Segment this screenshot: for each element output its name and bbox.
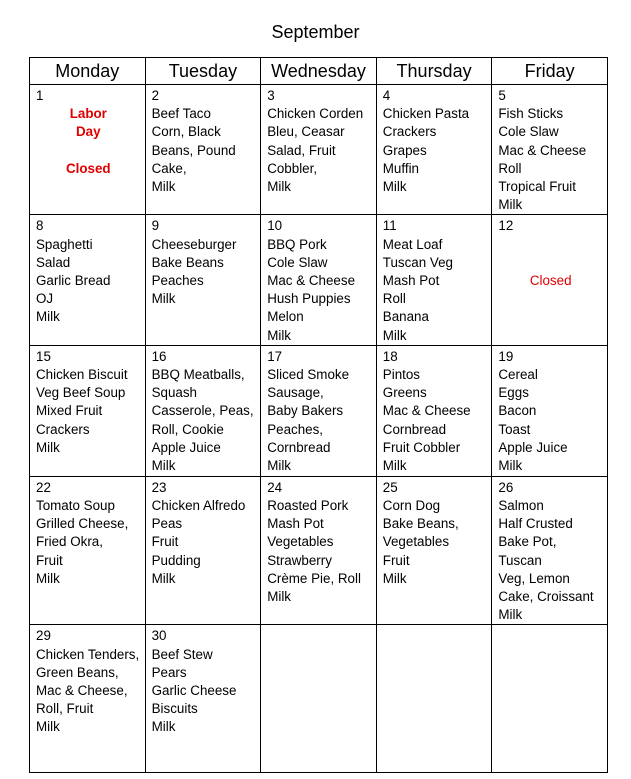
day-cell-thursday — [376, 476, 492, 625]
page-title: September — [271, 22, 360, 42]
menu-item: Grapes — [382, 142, 427, 158]
menu-item: Chicken Alfredo — [151, 498, 246, 514]
menu-item: Muffin — [382, 160, 420, 176]
header-tuesday: Tuesday — [145, 58, 261, 85]
day-cell-thursday — [376, 215, 492, 345]
menu-item: Milk — [151, 570, 176, 586]
menu-item: Peaches — [151, 273, 204, 289]
menu-item: Bleu, Ceasar — [267, 124, 345, 140]
day-number: 30 — [151, 628, 167, 644]
day-cell-tuesday — [145, 625, 261, 773]
menu-item: Tropical Fruit — [498, 179, 577, 195]
menu-item: Strawberry — [267, 552, 332, 568]
menu-item: Roll, Cookie — [151, 421, 224, 437]
closed-label: Closed — [65, 160, 111, 176]
menu-item: Milk — [267, 458, 291, 474]
menu-item: Milk — [151, 719, 176, 735]
menu-item: Corn Dog — [382, 498, 441, 514]
header-monday: Monday — [30, 58, 146, 85]
menu-item: Baby Bakers — [267, 403, 344, 419]
day-cell-friday — [492, 476, 608, 625]
menu-item: Bake Beans — [151, 254, 224, 270]
day-number: 15 — [36, 348, 51, 364]
menu-item: Milk — [382, 179, 407, 195]
day-cell-thursday — [376, 85, 492, 215]
day-number: 23 — [151, 479, 167, 495]
menu-item: Half Crusted — [498, 516, 573, 532]
menu-item: Roll — [498, 160, 522, 176]
menu-item: Mixed Fruit — [36, 403, 103, 419]
menu-item: Salmon — [498, 498, 544, 514]
menu-item: Crackers — [382, 124, 437, 140]
day-cell-wednesday — [261, 215, 377, 345]
day-number: 17 — [267, 348, 283, 364]
menu-item: Milk — [382, 458, 407, 474]
menu-item: Corn, Black — [151, 124, 221, 140]
day-cell-tuesday — [145, 476, 261, 625]
menu-item: Roll, Fruit — [36, 701, 94, 717]
day-cell-tuesday — [145, 215, 261, 345]
day-number: 8 — [36, 218, 44, 234]
day-cell-friday — [492, 345, 608, 476]
menu-item: Cobbler, — [267, 160, 318, 176]
menu-item: Beef Stew — [151, 646, 213, 662]
header-wednesday: Wednesday — [261, 58, 377, 85]
menu-item: Milk — [382, 570, 407, 586]
menu-item: Cereal — [498, 367, 538, 383]
menu-item: Cheeseburger — [151, 236, 237, 252]
menu-item: Chicken Biscuit — [36, 367, 128, 383]
menu-item: Milk — [267, 327, 291, 343]
menu-item: OJ — [36, 291, 54, 307]
day-number: 16 — [151, 348, 167, 364]
menu-item: Milk — [498, 197, 523, 213]
menu-item: Mac & Cheese — [498, 142, 587, 158]
menu-item: Squash — [151, 385, 198, 401]
menu-item: Cornbread — [267, 439, 331, 455]
menu-item: Milk — [382, 327, 407, 343]
menu-item: Vegetables — [267, 534, 334, 550]
menu-item: Eggs — [498, 385, 529, 401]
menu-item: Cornbread — [382, 421, 447, 437]
menu-item: Fried Okra, — [36, 534, 103, 550]
menu-item: Veg Beef Soup — [36, 385, 126, 401]
menu-item: Tomato Soup — [36, 498, 115, 514]
menu-item: Fruit — [36, 552, 63, 568]
day-number: 22 — [36, 479, 51, 495]
week-row — [30, 345, 608, 476]
menu-item: Hush Puppies — [267, 291, 351, 307]
day-cell-friday — [492, 85, 608, 215]
day-cell-thursday — [376, 345, 492, 476]
menu-item: Milk — [36, 439, 60, 455]
day-number: 2 — [151, 88, 160, 103]
menu-item: Sliced Smoke — [267, 367, 350, 383]
week-row — [30, 625, 608, 773]
empty-day-cell — [492, 625, 608, 773]
menu-item: Banana — [382, 309, 429, 325]
menu-item: Green Beans, — [36, 664, 119, 680]
menu-item: Crackers — [36, 421, 90, 437]
day-number: 9 — [151, 218, 160, 234]
day-cell-monday — [30, 625, 146, 773]
menu-item: Crème Pie, Roll — [267, 570, 361, 586]
menu-item: Sausage, — [267, 385, 324, 401]
menu-calendar — [29, 57, 608, 773]
menu-item: Milk — [267, 179, 291, 195]
menu-item: Milk — [498, 607, 523, 623]
empty-day-cell — [376, 625, 492, 773]
menu-item: Fruit — [382, 552, 410, 568]
header-thursday: Thursday — [376, 58, 492, 85]
menu-item: Fruit — [151, 534, 179, 550]
menu-item: Pintos — [382, 367, 420, 383]
menu-item: Milk — [151, 458, 176, 474]
holiday-label: Day — [76, 124, 101, 140]
menu-item: Milk — [267, 589, 291, 605]
menu-item: Garlic Cheese — [151, 683, 237, 699]
menu-item: Cake, Croissant — [498, 589, 594, 605]
day-cell-wednesday — [261, 476, 377, 625]
menu-item: Fish Sticks — [498, 106, 564, 122]
menu-item: Greens — [382, 385, 427, 401]
menu-item: Beans, Pound — [151, 142, 236, 158]
menu-item: Peas — [151, 516, 183, 532]
day-number: 10 — [267, 218, 283, 234]
day-number: 4 — [382, 88, 391, 103]
holiday-label: Labor — [69, 106, 107, 122]
menu-item: Garlic Bread — [36, 273, 111, 289]
menu-item: Mac & Cheese — [267, 273, 356, 289]
menu-item: Meat Loaf — [382, 236, 443, 252]
menu-item: Toast — [498, 421, 531, 437]
menu-item: Mac & Cheese — [382, 403, 471, 419]
day-number: 19 — [498, 348, 514, 364]
menu-item: Chicken Pasta — [382, 106, 470, 122]
menu-item: Apple Juice — [498, 439, 568, 455]
menu-item: Cole Slaw — [267, 254, 328, 270]
day-cell-monday — [30, 476, 146, 625]
menu-item: Biscuits — [151, 701, 198, 717]
menu-item: Fruit Cobbler — [382, 439, 461, 455]
closed-label: Closed — [529, 272, 572, 288]
menu-item: Peaches, — [267, 421, 324, 437]
day-number: 29 — [36, 628, 51, 644]
day-cell-monday — [30, 345, 146, 476]
menu-item: Bake Beans, — [382, 516, 459, 532]
menu-item: Salad — [36, 254, 71, 270]
day-number: 11 — [382, 218, 397, 234]
menu-item: Grilled Cheese, — [36, 516, 129, 532]
menu-item: Cake, — [151, 160, 187, 176]
weekday-header-row — [30, 58, 608, 85]
day-number: 24 — [267, 479, 283, 495]
menu-item: Casserole, Peas, — [151, 403, 254, 419]
day-cell-monday — [30, 85, 146, 215]
week-row — [30, 85, 608, 215]
day-cell-wednesday — [261, 345, 377, 476]
menu-item: Chicken Tenders, — [36, 646, 140, 662]
menu-item: Roasted Pork — [267, 498, 349, 514]
menu-item: Salad, Fruit — [267, 142, 336, 158]
day-cell-tuesday — [145, 85, 261, 215]
week-row — [30, 215, 608, 345]
menu-item: Chicken Corden — [267, 106, 364, 122]
header-friday: Friday — [492, 58, 608, 85]
menu-item: Milk — [498, 458, 523, 474]
menu-item: Cole Slaw — [498, 124, 559, 140]
day-number: 18 — [382, 348, 398, 364]
menu-item: Spaghetti — [36, 236, 93, 252]
menu-item: Apple Juice — [151, 439, 221, 455]
menu-item: Mac & Cheese, — [36, 683, 128, 699]
menu-item: Tuscan Veg — [382, 254, 454, 270]
day-number: 25 — [382, 479, 398, 495]
menu-item: Pudding — [151, 552, 201, 568]
menu-item: Veg, Lemon — [498, 570, 570, 586]
menu-item: Milk — [36, 309, 60, 325]
menu-item: Milk — [151, 291, 176, 307]
menu-item: Melon — [267, 309, 304, 325]
menu-item: BBQ Meatballs, — [151, 367, 245, 383]
day-number: 26 — [498, 479, 514, 495]
menu-item: Pears — [151, 664, 187, 680]
menu-item: BBQ Pork — [267, 236, 327, 252]
menu-item: Beef Taco — [151, 106, 211, 122]
menu-item: Milk — [36, 570, 60, 586]
menu-item: Milk — [151, 179, 176, 195]
day-number: 5 — [498, 88, 506, 103]
week-row — [30, 476, 608, 625]
day-cell-wednesday — [261, 85, 377, 215]
menu-item: Roll — [382, 291, 406, 307]
day-cell-tuesday — [145, 345, 261, 476]
empty-day-cell — [261, 625, 377, 773]
menu-item: Vegetables — [382, 534, 450, 550]
menu-item: Bacon — [498, 403, 537, 419]
menu-item: Milk — [36, 719, 60, 735]
menu-item: Mash Pot — [382, 273, 440, 289]
menu-item: Bake Pot, Tuscan — [498, 534, 557, 568]
day-number: 3 — [267, 88, 275, 103]
day-cell-friday — [492, 215, 608, 345]
day-number: 12 — [498, 218, 514, 234]
menu-item: Mash Pot — [267, 516, 324, 532]
day-cell-monday — [30, 215, 146, 345]
day-number: 1 — [36, 88, 44, 103]
